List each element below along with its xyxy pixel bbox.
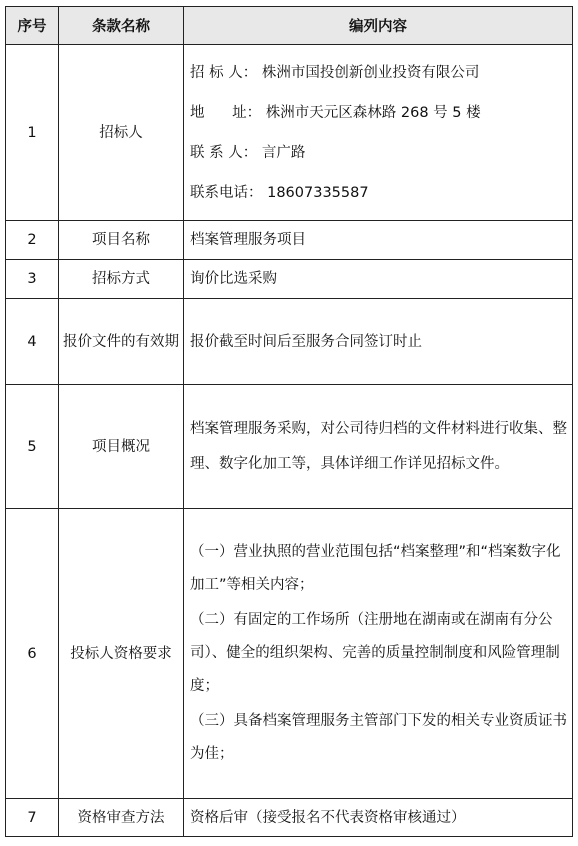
row-number: 2	[6, 221, 59, 260]
table-row	[6, 221, 573, 260]
content-line: 联 系 人： 言广路	[190, 144, 306, 161]
clause-content: 资格后审（接受报名不代表资格审核通过）	[184, 799, 573, 837]
table-row	[6, 509, 573, 799]
clause-content	[184, 509, 573, 799]
clause-content: 档案管理服务项目	[184, 221, 573, 260]
row-number: 3	[6, 260, 59, 299]
clause-content: 档案管理服务采购，对公司待归档的文件材料进行收集、整理、数字化加工等，具体详细工作详见招标文件。	[184, 385, 573, 509]
header-row	[6, 7, 573, 45]
row-number: 6	[6, 509, 59, 799]
content-line: 联系电话： 18607335587	[190, 184, 369, 201]
clause-content: 报价截至时间后至服务合同签订时止	[184, 299, 573, 385]
content-line: 地 址： 株洲市天元区森林路 268 号 5 楼	[190, 104, 481, 121]
requirement-item: （三）具备档案管理服务主管部门下发的相关专业资质证书为佳；	[190, 713, 567, 762]
table-row	[6, 260, 573, 299]
header-content: 编列内容	[184, 7, 573, 45]
requirement-item: （一）营业执照的营业范围包括“档案整理”和“档案数字化加工”等相关内容；	[190, 544, 561, 593]
clause-content	[184, 45, 573, 221]
header-name: 条款名称	[59, 7, 184, 45]
header-no: 序号	[6, 7, 59, 45]
row-number: 5	[6, 385, 59, 509]
table-row	[6, 45, 573, 221]
clause-content: 询价比选采购	[184, 260, 573, 299]
bid-info-table	[5, 6, 573, 837]
content-line: 招 标 人： 株洲市国投创新创业投资有限公司	[190, 64, 480, 81]
clause-name: 报价文件的有效期	[59, 299, 184, 385]
row-number: 1	[6, 45, 59, 221]
clause-name: 资格审查方法	[59, 799, 184, 837]
requirement-item: （二）有固定的工作场所（注册地在湖南或在湖南有分公司）、健全的组织架构、完善的质量控制制度和风险管理制度；	[190, 612, 560, 694]
table-row	[6, 299, 573, 385]
clause-name: 投标人资格要求	[59, 509, 184, 799]
clause-name: 招标方式	[59, 260, 184, 299]
clause-name: 招标人	[59, 45, 184, 221]
table-row	[6, 385, 573, 509]
row-number: 4	[6, 299, 59, 385]
clause-name: 项目名称	[59, 221, 184, 260]
row-number: 7	[6, 799, 59, 837]
table-row	[6, 799, 573, 837]
clause-name: 项目概况	[59, 385, 184, 509]
